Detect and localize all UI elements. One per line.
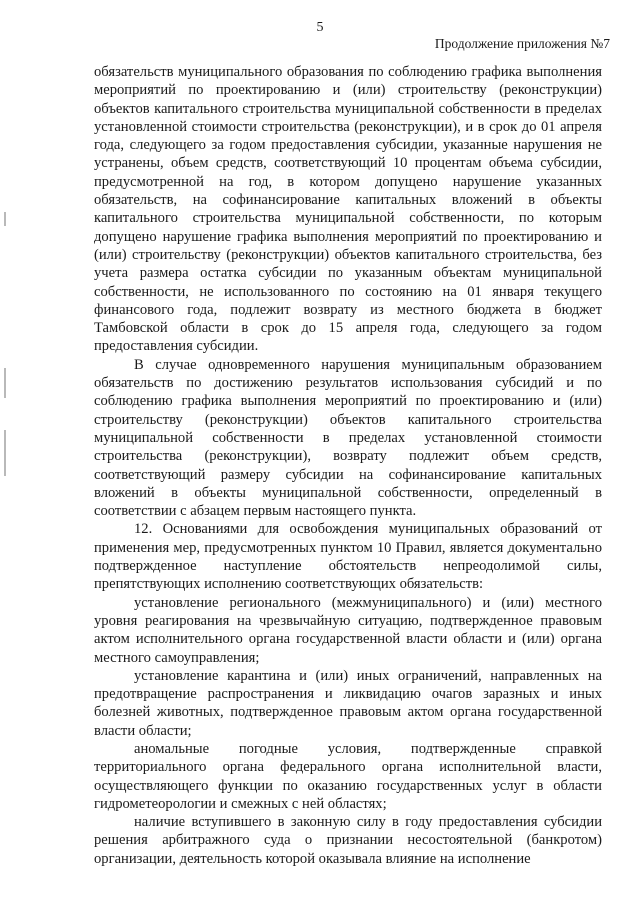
document-body <box>94 63 602 868</box>
paragraph: В случае одновременного нарушения муниципальным образованием обязательств по достижению результатов использования субсидий и по соблюдению графика выполнения мероприятий по проектированию и (или) строительству (реконструкции) объектов капитального строительства муниципальной собственности в пределах установленной стоимости строительства (реконструкции), возврату подлежит объем средств, соответствующий размеру субсидии на софинансирование капитальных вложений в объекты муниципальной собственности, определенный в соответствии с абзацем первым настоящего пункта. <box>94 356 602 520</box>
paragraph: аномальные погодные условия, подтвержденные справкой территориального органа федерального органа исполнительной власти, осуществляющего функции по оказанию государственных услуг в области гидрометеорологии и смежных с ней областях; <box>94 740 602 812</box>
scan-margin-mark <box>4 212 6 226</box>
paragraph: установление регионального (межмуниципального) и (или) местного уровня реагирования на чрезвычайную ситуацию, подтвержденное правовым актом исполнительного органа государственной власти области и (или) органа местного самоуправления; <box>94 594 602 666</box>
appendix-continuation-note: Продолжение приложения №7 <box>434 36 610 51</box>
paragraph: наличие вступившего в законную силу в году предоставления субсидии решения арбитражного суда о признании несостоятельной (банкротом) организации, деятельность которой оказывала влияние на исполнение <box>94 814 602 867</box>
paragraph: 12. Основаниями для освобождения муниципальных образований от применения мер, предусмотренных пунктом 10 Правил, является документально подтвержденное наступление обстоятельств непреодолимой силы, препятствующих исполнению соответствующих обязательств: <box>94 521 602 593</box>
page-number: 5 <box>316 20 324 35</box>
scan-margin-mark <box>4 430 6 476</box>
scan-margin-mark <box>4 368 6 398</box>
paragraph: установление карантина и (или) иных ограничений, направленных на предотвращение распространения и ликвидацию очагов заразных и иных болезней животных, подтвержденное правовым актом органа государственной власти области; <box>94 667 602 739</box>
paragraph: обязательств муниципального образования по соблюдению графика выполнения мероприятий по проектированию и (или) строительству (реконструкции) объектов капитального строительства муниципальной собственности в пределах установленной стоимости строительства (реконструкции), и в срок до 01 апреля года, следующего за годом предоставления субсидии, указанные нарушения не устранены, объем средств, соответствующий 10 процентам объема субсидии, предусмотренной на год, в котором допущено нарушение указанных обязательств, на софинансирование капитальных вложений в объекты капитального строительства муниципальной собственности, по которым допущено нарушение графика выполнения мероприятий по проектированию и (или) строительству (реконструкции) объектов капитального строительства, без учета размера остатка субсидии по указанным объектам муниципальной собственности, не использованного по состоянию на 01 января текущего финансового года, подлежит возврату из местного бюджета в бюджет Тамбовской области в срок до 15 апреля года, следующего за годом предоставления субсидии. <box>94 64 602 355</box>
